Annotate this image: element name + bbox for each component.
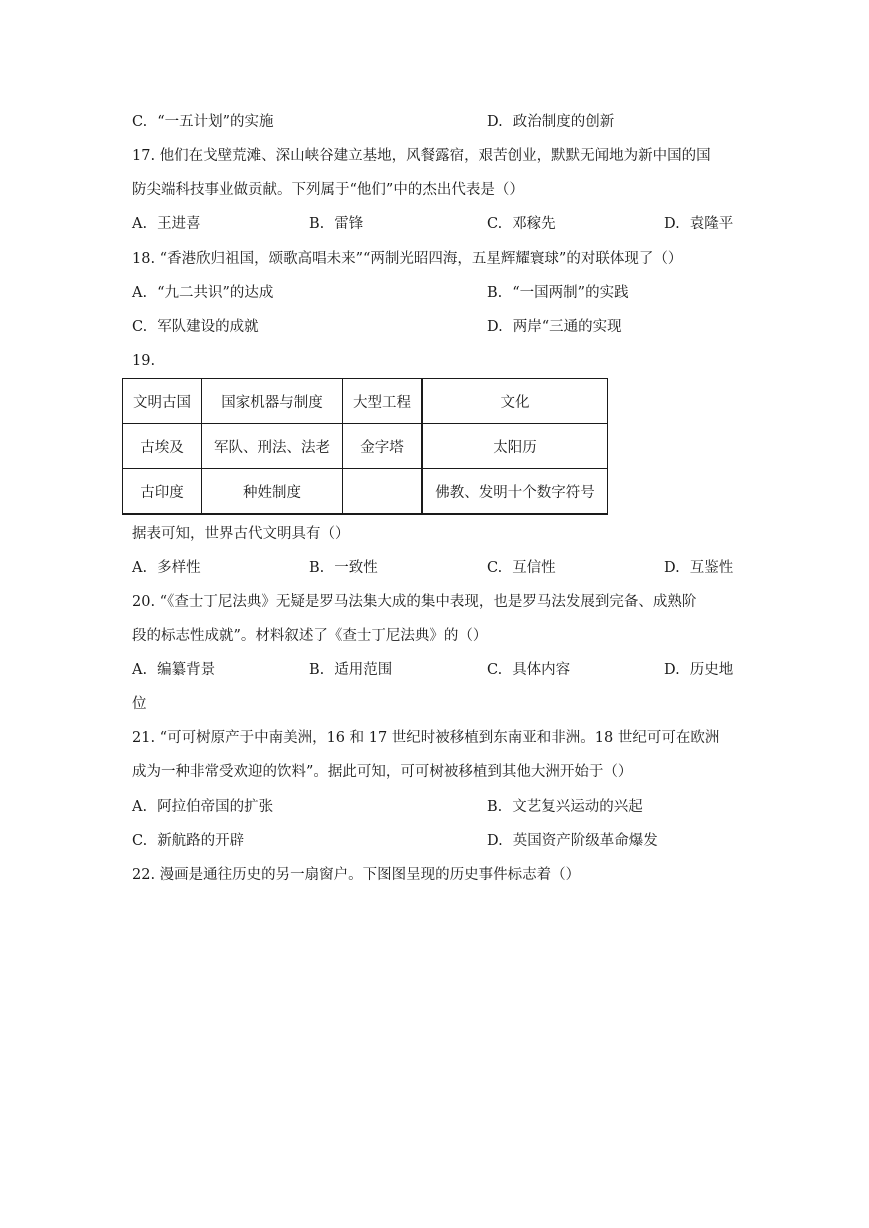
table-cell: 古埃及 — [123, 424, 202, 469]
q20-option-b: B. 适用范围 — [309, 662, 393, 678]
table-cell: 金字塔 — [343, 424, 423, 469]
table-cell: 军队、刑法、法老 — [202, 424, 343, 469]
q20-stem-line1: 20. “《查士丁尼法典》无疑是罗马法集大成的集中表现，也是罗马法发展到完备、成熟阶 — [132, 594, 697, 610]
q17-option-b: B. 雷锋 — [309, 216, 364, 232]
q19-number: 19. — [132, 353, 156, 369]
table-cell: 种姓制度 — [202, 469, 343, 515]
q18-option-c: C. 军队建设的成就 — [132, 319, 259, 335]
q21-option-a: A. 阿拉伯帝国的扩张 — [132, 799, 274, 815]
q19-option-c: C. 互信性 — [487, 560, 556, 576]
q17-option-a: A. 王进喜 — [132, 216, 201, 232]
q20-option-d-wrap: 位 — [132, 696, 147, 712]
q16-option-d: D. 政治制度的创新 — [487, 114, 615, 130]
q19-option-b: B. 一致性 — [309, 560, 378, 576]
q20-option-d: D. 历史地 — [664, 662, 734, 678]
q21-option-b: B. 文艺复兴运动的兴起 — [487, 799, 643, 815]
q20-stem-line2: 段的标志性成就”。材料叙述了《查士丁尼法典》的（） — [132, 628, 488, 644]
civilization-table — [122, 378, 608, 515]
q20-option-a: A. 编纂背景 — [132, 662, 216, 678]
table-cell — [343, 469, 423, 515]
table-header-row — [123, 379, 608, 424]
q19-option-a: A. 多样性 — [132, 560, 201, 576]
q21-option-d: D. 英国资产阶级革命爆发 — [487, 833, 658, 849]
table-header-cell: 文化 — [422, 379, 608, 424]
q18-option-d: D. 两岸“三通的实现 — [487, 319, 622, 335]
q18-option-b: B. “一国两制”的实践 — [487, 285, 629, 301]
table-cell: 太阳历 — [422, 424, 608, 469]
q17-stem-line1: 17. 他们在戈壁荒滩、深山峡谷建立基地，风餐露宿，艰苦创业，默默无闻地为新中国的国 — [132, 148, 711, 164]
q21-stem-line1: 21. “可可树原产于中南美洲，16 和 17 世纪时被移植到东南亚和非洲。18 世纪可可在欧洲 — [132, 730, 720, 746]
table-header-cell: 文明古国 — [123, 379, 202, 424]
table-cell: 古印度 — [123, 469, 202, 515]
q21-option-c: C. 新航路的开辟 — [132, 833, 245, 849]
table-row — [123, 424, 608, 469]
table-header-cell: 大型工程 — [343, 379, 423, 424]
q22-stem-line1: 22. 漫画是通往历史的另一扇窗户。下图图呈现的历史事件标志着（） — [132, 867, 581, 883]
table-cell: 佛教、发明十个数字符号 — [422, 469, 608, 515]
q16-option-c: C. “一五计划”的实施 — [132, 114, 274, 130]
q21-stem-line2: 成为一种非常受欢迎的饮料”。据此可知，可可树被移植到其他大洲开始于（） — [132, 764, 633, 780]
q18-stem-line1: 18. “香港欣归祖国，颂歌高唱未来”“两制光昭四海，五星辉耀寰球”的对联体现了（） — [132, 251, 683, 267]
q17-option-c: C. 邓稼先 — [487, 216, 556, 232]
q19-stem: 据表可知，世界古代文明具有（） — [132, 526, 350, 542]
q19-option-d: D. 互鉴性 — [664, 560, 734, 576]
table-row — [123, 469, 608, 515]
q18-option-a: A. “九二共识”的达成 — [132, 285, 274, 301]
q17-stem-line2: 防尖端科技事业做贡献。下列属于“他们”中的杰出代表是（） — [132, 182, 524, 198]
table-header-cell: 国家机器与制度 — [202, 379, 343, 424]
q17-option-d: D. 袁隆平 — [664, 216, 734, 232]
q20-option-c: C. 具体内容 — [487, 662, 571, 678]
